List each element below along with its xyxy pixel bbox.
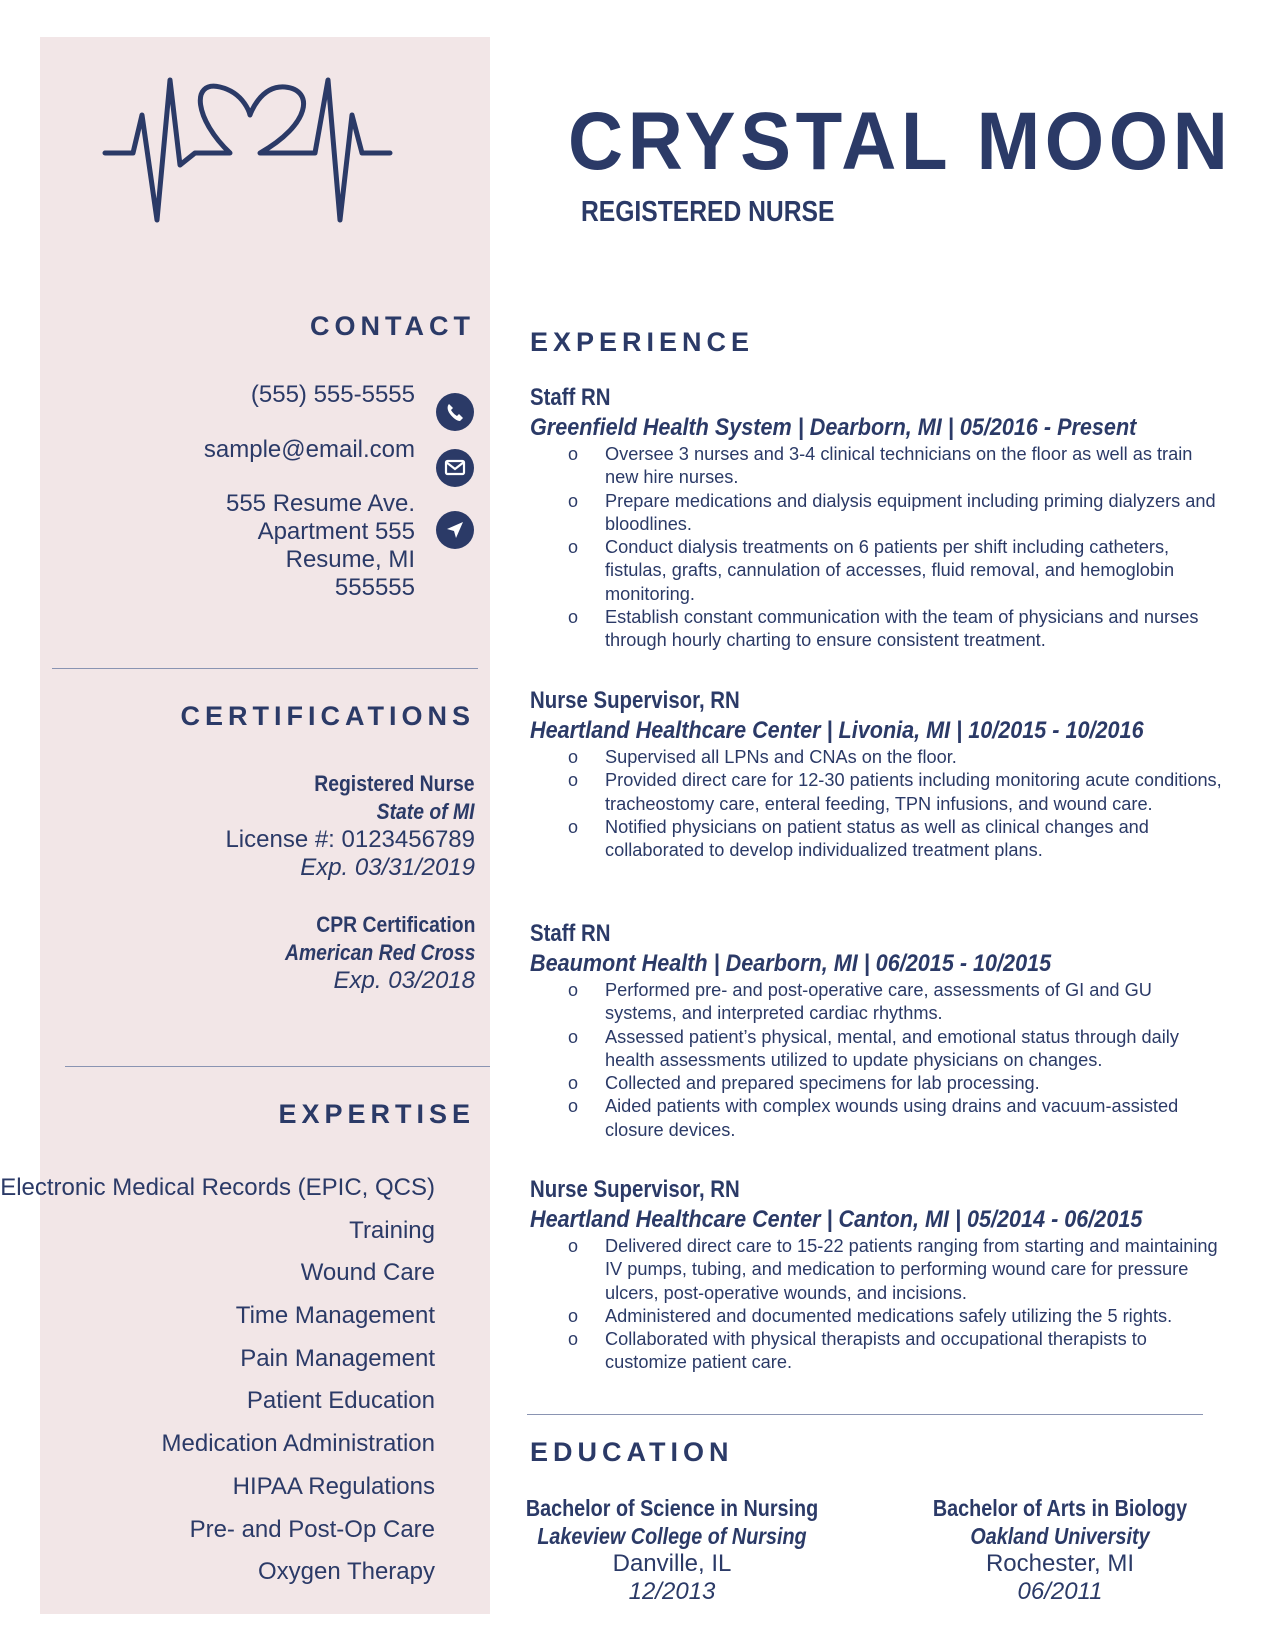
- job-title: Nurse Supervisor, RN: [530, 687, 740, 714]
- job-location: Canton, MI: [838, 1206, 949, 1233]
- job-bullet: o Assessed patient’s physical, mental, and emotional status through daily health assessments utilized to update physicians on changes.: [530, 1026, 1225, 1073]
- job-dates: 06/2015 - 10/2015: [875, 950, 1052, 977]
- address-line: Apartment 555: [257, 518, 415, 545]
- contact-heading: CONTACT: [310, 311, 475, 341]
- cert-license: License #: 0123456789: [225, 826, 475, 853]
- job-bullet: o Prepare medications and dialysis equipment including priming dialyzers and bloodlines.: [530, 490, 1225, 537]
- divider: [527, 1414, 1203, 1415]
- job-bullet: o Administered and documented medications safely utilizing the 5 rights.: [530, 1305, 1225, 1328]
- job-meta: Heartland Healthcare Center | Livonia, MI | 10/2015 - 10/2016: [530, 717, 1144, 744]
- job-bullet: o Provided direct care for 12-30 patients including monitoring acute conditions, tracheostomy care, enteral feeding, TPN infusions, and wound care.: [530, 769, 1225, 816]
- job-location: Dearborn, MI: [725, 950, 858, 977]
- job-dates: 05/2014 - 06/2015: [967, 1206, 1143, 1233]
- certification-item: [259, 911, 475, 995]
- job-bullet: o Notified physicians on patient status as well as clinical changes and collaborated to develop individualized treatment plans.: [530, 816, 1225, 863]
- address-line: 555 Resume Ave.: [225, 490, 415, 517]
- edu-date: 12/2013: [628, 1578, 716, 1605]
- edu-location: Rochester, MI: [985, 1550, 1135, 1577]
- cert-expiration: Exp. 03/2018: [333, 967, 475, 994]
- job-title: Staff RN: [530, 384, 611, 411]
- job-employer: Heartland Healthcare Center: [530, 717, 821, 744]
- job-bullet: o Delivered direct care to 15-22 patients ranging from starting and maintaining IV pumps, tubing, and medication to performing wound care for pressure ulcers, post-operative wounds, and incisions.: [530, 1235, 1225, 1305]
- job-dates: 10/2015 - 10/2016: [968, 717, 1144, 744]
- candidate-title: REGISTERED NURSE: [581, 196, 835, 228]
- job-entry: [530, 383, 1230, 653]
- cert-name: CPR Certification: [315, 912, 475, 937]
- certification-item: [225, 770, 475, 882]
- job-bullet: o Supervised all LPNs and CNAs on the floor.: [530, 746, 1225, 769]
- job-meta: Greenfield Health System | Dearborn, MI | 05/2016 - Present: [530, 414, 1137, 441]
- divider: [52, 668, 478, 669]
- edu-location: Danville, IL: [612, 1550, 732, 1577]
- edu-date: 06/2011: [1017, 1578, 1103, 1605]
- expertise-item: Time Management: [235, 1302, 435, 1330]
- expertise-heading: EXPERTISE: [278, 1099, 475, 1129]
- job-location: Dearborn, MI: [809, 414, 942, 441]
- cert-issuer: State of MI: [377, 799, 475, 824]
- expertise-item: Patient Education: [246, 1387, 435, 1415]
- cert-expiration: Exp. 03/31/2019: [300, 854, 475, 881]
- expertise-list: [0, 1167, 435, 1594]
- location-icon: [436, 511, 474, 549]
- expertise-item: Electronic Medical Records (EPIC, QCS): [0, 1174, 435, 1201]
- edu-degree: Bachelor of Arts in Biology: [932, 1495, 1188, 1521]
- contact-address: [226, 490, 415, 602]
- job-location: Livonia, MI: [838, 717, 951, 744]
- job-bullet: o Conduct dialysis treatments on 6 patients per shift including catheters, fistulas, grafts, cannulation of accesses, fluid removal, and hemoglobin monitoring.: [530, 536, 1225, 606]
- divider: [65, 1066, 490, 1067]
- education-item: [502, 1494, 842, 1606]
- expertise-item: Oxygen Therapy: [258, 1558, 435, 1586]
- job-bullet: o Aided patients with complex wounds using drains and vacuum-assisted closure devices.: [530, 1095, 1225, 1142]
- job-meta: Beaumont Health | Dearborn, MI | 06/2015 - 10/2015: [530, 950, 1052, 977]
- job-bullet: o Performed pre- and post-operative care, assessments of GI and GU systems, and interpreted cardiac rhythms.: [530, 979, 1225, 1026]
- cert-issuer: American Red Cross: [284, 940, 475, 965]
- education-item: [890, 1494, 1230, 1606]
- contact-phone[interactable]: (555) 555-5555: [250, 381, 415, 408]
- edu-degree: Bachelor of Science in Nursing: [525, 1495, 819, 1521]
- job-meta: Heartland Healthcare Center | Canton, MI | 05/2014 - 06/2015: [530, 1206, 1143, 1233]
- contact-email[interactable]: sample@email.com: [203, 436, 415, 463]
- job-entry: [530, 919, 1230, 1142]
- expertise-item: Pre- and Post-Op Care: [189, 1515, 435, 1543]
- job-entry: [530, 1175, 1230, 1375]
- cert-name: Registered Nurse: [314, 771, 475, 796]
- edu-school: Lakeview College of Nursing: [537, 1523, 807, 1549]
- job-employer: Greenfield Health System: [530, 414, 792, 441]
- heartbeat-heart-icon: [100, 75, 420, 235]
- edu-school: Oakland University: [970, 1523, 1150, 1549]
- expertise-item: Training: [349, 1216, 435, 1244]
- expertise-item: HIPAA Regulations: [232, 1472, 435, 1500]
- job-employer: Beaumont Health: [530, 950, 708, 977]
- job-title: Nurse Supervisor, RN: [530, 1176, 740, 1203]
- job-bullet: o Oversee 3 nurses and 3-4 clinical technicians on the floor as well as train new hire nurses.: [530, 443, 1225, 490]
- job-bullet: o Collected and prepared specimens for lab processing.: [530, 1072, 1225, 1095]
- address-line: 555555: [334, 574, 415, 601]
- experience-heading: EXPERIENCE: [530, 327, 755, 357]
- address-line: Resume, MI: [285, 546, 415, 573]
- job-dates: 05/2016 - Present: [959, 414, 1137, 441]
- job-employer: Heartland Healthcare Center: [530, 1206, 821, 1233]
- candidate-name: CRYSTAL MOON: [568, 96, 1233, 187]
- job-title: Staff RN: [530, 920, 611, 947]
- job-entry: [530, 686, 1230, 862]
- email-icon: [436, 449, 474, 487]
- education-heading: EDUCATION: [530, 1437, 734, 1467]
- expertise-item: Wound Care: [300, 1259, 435, 1287]
- expertise-item: Pain Management: [240, 1344, 435, 1372]
- job-bullet: o Collaborated with physical therapists and occupational therapists to customize patient care.: [530, 1328, 1225, 1375]
- phone-icon: [436, 393, 474, 431]
- job-bullet: o Establish constant communication with the team of physicians and nurses through hourly charting to ensure consistent treatment.: [530, 606, 1225, 653]
- expertise-item: Medication Administration: [161, 1430, 435, 1458]
- certifications-heading: CERTIFICATIONS: [180, 701, 475, 731]
